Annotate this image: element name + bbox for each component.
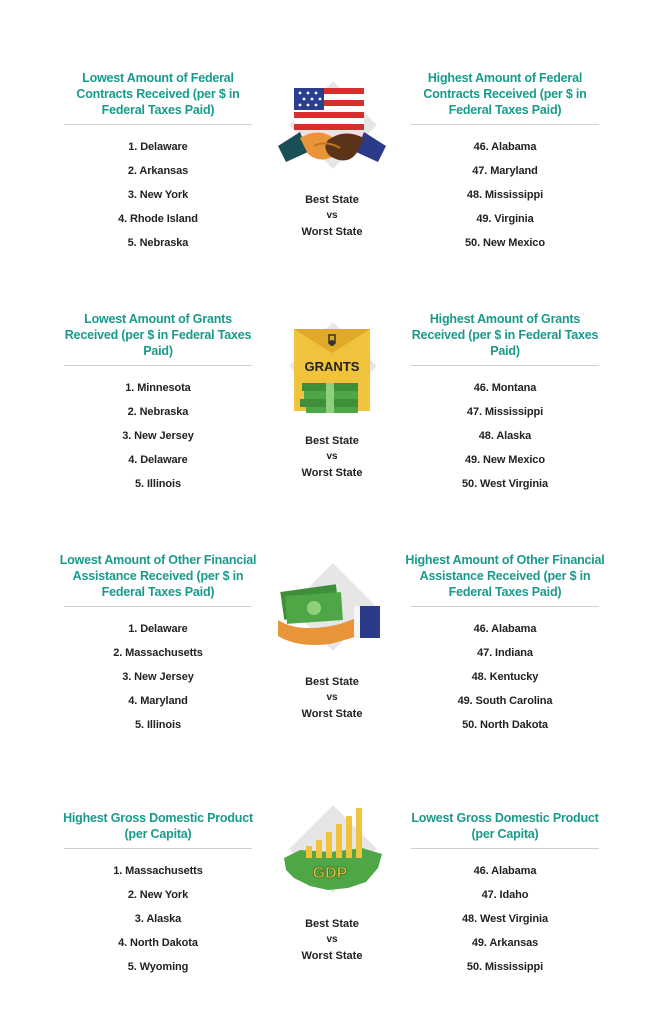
- divider: [64, 124, 252, 125]
- handshake-flag-icon: [270, 82, 394, 182]
- list-item: 48. West Virginia: [462, 913, 548, 925]
- right-title: Highest Amount of Grants Received (per $ in Federal Taxes Paid): [411, 312, 599, 358]
- list-item: 46. Montana: [473, 382, 537, 394]
- right-title: Highest Amount of Federal Contracts Received (per $ in Federal Taxes Paid): [423, 71, 587, 117]
- list-item: 4. Rhode Island: [118, 213, 198, 225]
- divider: [64, 606, 252, 607]
- grants-label: GRANTS: [304, 359, 360, 374]
- list-item: 47. Maryland: [472, 165, 538, 177]
- worst-label: Worst State: [301, 226, 363, 238]
- left-title: Lowest Amount of Federal Contracts Received (per $ in Federal Taxes Paid): [76, 71, 240, 117]
- best-vs-worst: [270, 916, 394, 964]
- list-item: 48. Alaska: [478, 430, 532, 442]
- list-item: 47. Indiana: [477, 647, 533, 659]
- list-item: 47. Idaho: [481, 889, 529, 901]
- list-item: 2. New York: [127, 889, 189, 901]
- best-vs-worst: [270, 674, 394, 722]
- divider: [411, 606, 599, 607]
- middle-column: [270, 806, 394, 964]
- divider: [411, 848, 599, 849]
- vs-label: vs: [326, 451, 338, 462]
- list-item: 3. Alaska: [134, 913, 182, 925]
- left-column: [58, 70, 258, 255]
- right-column: [405, 552, 605, 737]
- right-column: [405, 311, 605, 496]
- list-item: 2. Massachusetts: [113, 647, 203, 659]
- list-item: 3. New Jersey: [122, 671, 194, 683]
- left-column: [58, 552, 258, 737]
- best-label: Best State: [305, 435, 359, 447]
- list-item: 5. Wyoming: [127, 961, 189, 973]
- divider: [64, 848, 252, 849]
- list-item: 46. Alabama: [473, 623, 537, 635]
- right-title: Highest Amount of Other Financial Assistance Received (per $ in Federal Taxes Paid): [405, 553, 605, 599]
- list-item: 5. Illinois: [135, 719, 181, 731]
- list-item: 48. Mississippi: [466, 189, 544, 201]
- list-item: 46. Alabama: [473, 141, 537, 153]
- right-title: Lowest Gross Domestic Product (per Capita): [411, 811, 599, 841]
- section-other-financial-assistance: [0, 552, 663, 752]
- divider: [411, 365, 599, 366]
- vs-label: vs: [326, 934, 338, 945]
- list-item: 3. New Jersey: [122, 430, 194, 442]
- left-column: [58, 794, 258, 979]
- best-label: Best State: [305, 918, 359, 930]
- list-item: 50. West Virginia: [462, 478, 548, 490]
- list-item: 1. Delaware: [128, 141, 188, 153]
- list-item: 48. Kentucky: [471, 671, 539, 683]
- list-item: 3. New York: [127, 189, 189, 201]
- right-column: [405, 70, 605, 255]
- section-gdp: [0, 794, 663, 994]
- list-item: 1. Delaware: [128, 623, 188, 635]
- section-federal-contracts: [0, 70, 663, 270]
- list-item: 49. Arkansas: [471, 937, 539, 949]
- right-column: [405, 794, 605, 979]
- worst-label: Worst State: [301, 950, 363, 962]
- divider: [64, 365, 252, 366]
- list-item: 47. Mississippi: [466, 406, 544, 418]
- list-item: 1. Massachusetts: [113, 865, 203, 877]
- middle-column: [270, 323, 394, 481]
- list-item: 1. Minnesota: [125, 382, 191, 394]
- left-title: Lowest Amount of Grants Received (per $ in Federal Taxes Paid): [64, 312, 252, 358]
- list-item: 5. Nebraska: [127, 237, 189, 249]
- vs-label: vs: [326, 692, 338, 703]
- middle-column: [270, 82, 394, 240]
- list-item: 49. New Mexico: [465, 454, 545, 466]
- divider: [411, 124, 599, 125]
- best-label: Best State: [305, 676, 359, 688]
- list-item: 49. South Carolina: [457, 695, 553, 707]
- list-item: 46. Alabama: [473, 865, 537, 877]
- best-label: Best State: [305, 194, 359, 206]
- middle-column: [270, 564, 394, 722]
- section-grants: [0, 311, 663, 511]
- worst-label: Worst State: [301, 708, 363, 720]
- list-item: 4. Delaware: [128, 454, 188, 466]
- list-item: 4. Maryland: [128, 695, 188, 707]
- best-vs-worst: [270, 433, 394, 481]
- list-item: 2. Nebraska: [127, 406, 189, 418]
- gdp-label: GDP: [312, 865, 348, 882]
- left-title: Lowest Amount of Other Financial Assistance Received (per $ in Federal Taxes Paid): [59, 553, 257, 599]
- list-item: 4. North Dakota: [118, 937, 198, 949]
- worst-label: Worst State: [301, 467, 363, 479]
- hand-money-icon: [270, 564, 394, 664]
- left-title: Highest Gross Domestic Product (per Capita): [63, 811, 253, 841]
- left-column: [58, 311, 258, 496]
- list-item: 50. North Dakota: [462, 719, 548, 731]
- list-item: 2. Arkansas: [127, 165, 189, 177]
- best-vs-worst: [270, 192, 394, 240]
- list-item: 50. New Mexico: [465, 237, 545, 249]
- list-item: 50. Mississippi: [466, 961, 544, 973]
- vs-label: vs: [326, 210, 338, 221]
- list-item: 5. Illinois: [135, 478, 181, 490]
- list-item: 49. Virginia: [476, 213, 534, 225]
- gdp-map-chart-icon: [270, 806, 394, 906]
- grants-envelope-icon: [270, 323, 394, 423]
